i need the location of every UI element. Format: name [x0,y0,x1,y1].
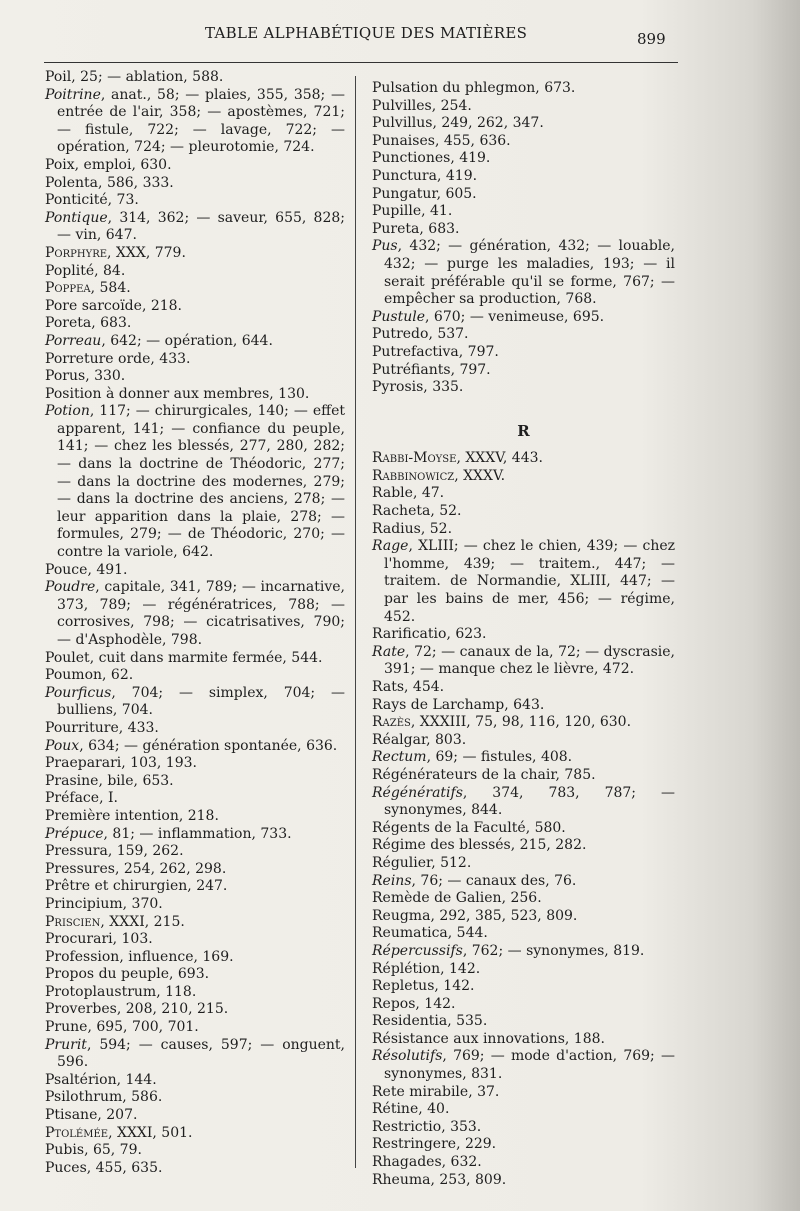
index-refs: , 188. [564,1030,605,1047]
index-refs: , 142. [440,960,481,977]
index-entry [372,626,675,644]
index-entry [372,221,675,239]
index-refs: , 537. [428,326,469,343]
index-term: Préface [45,790,100,807]
index-refs: , XXXV. [454,467,506,484]
index-entry [372,344,675,362]
index-term: Punaises [372,132,435,149]
index-term: Profession [45,948,120,965]
index-entry [45,931,345,949]
index-term: Ptisane [45,1107,98,1124]
index-term: Rete mirabile [372,1083,469,1100]
index-refs: , 605. [436,185,477,202]
index-entry [45,966,345,984]
index-refs: , 353. [441,1118,482,1135]
index-term: Reins [372,872,412,889]
index-term: Pourriture [45,719,119,736]
index-refs: , 84. [94,262,126,279]
index-entry [45,738,345,756]
index-entry [372,996,675,1014]
index-entry [45,87,345,157]
index-term: Pupille [372,203,422,220]
index-term: Poudre [45,579,96,596]
index-entry [45,1037,345,1072]
index-entry [372,503,675,521]
index-entry [372,521,675,539]
index-term: Poplité [45,262,95,279]
index-term: Ponticité [45,192,108,209]
index-entry [45,790,345,808]
index-entry [372,1084,675,1102]
index-refs: , capitale, 341, 789; — incarnative, 373, 789; — régénératrices, 788; — corrosives, 798; — cicatrisatives, 790; — d'Asphodèle, 798. [57,579,345,648]
index-entry [372,961,675,979]
index-refs: , 81; — inflammation, 733. [103,825,292,842]
index-entry [45,263,345,281]
index-entry [372,450,675,468]
index-term: Restringere [372,1136,457,1153]
index-term: Praeparari [45,755,122,772]
index-entry [372,820,675,838]
index-term: Réalgar [372,731,427,748]
index-term: Punctura [372,167,437,184]
index-term: Reugma [372,907,431,924]
index-term: Régénérateurs de la chair [372,766,556,783]
index-term: Rate [372,643,406,660]
index-entry [45,351,345,369]
index-refs: , 76; — canaux des, 76. [411,872,577,889]
index-column-left [45,69,345,1177]
index-entry [372,309,675,327]
index-term: Rats [372,679,405,695]
index-entry [45,1160,345,1178]
index-refs: , 103. [112,931,153,948]
index-refs: , 254, 262, 298. [114,860,227,877]
index-term: Pulvillus [372,115,433,132]
index-entry [372,1048,675,1083]
index-refs: , 130. [269,385,310,402]
index-term: Putredo [372,326,429,343]
index-term: Psilothrum [45,1089,123,1106]
index-entry [45,562,345,580]
index-refs: , bile, 653. [98,772,174,789]
index-refs: , 249, 262, 347. [432,115,544,132]
index-refs: , 580. [525,819,566,836]
index-refs: , 419. [450,150,491,167]
index-entry [45,808,345,826]
index-term: Porreture orde [45,350,151,367]
index-refs: , 218. [141,297,183,314]
index-refs: , XLIII; — chez le chien, 439; — chez l'homme, 439; — traitem., 447; — traitem. de Normandie, XLIII, 447; — par les bains de mer, 456; — régime, 452. [384,538,675,625]
index-entry [372,767,675,785]
index-term: Pulvilles [372,97,432,114]
index-refs: , 455, 636. [434,132,511,149]
index-entry [45,896,345,914]
index-term: Rable [372,485,413,502]
index-entry [45,914,345,932]
index-refs: , XXXI, 501. [108,1124,193,1141]
index-entry [372,785,675,820]
index-refs: , 215, 282. [510,837,587,854]
index-refs: , 218. [178,807,219,824]
index-term: Priscien [45,913,101,930]
index-refs: , XXX, 779. [107,244,186,261]
index-entry [372,362,675,380]
index-refs: , 594; — causes, 597; — onguent, 596. [57,1036,345,1071]
index-term: Poix [45,156,75,173]
index-entry [372,873,675,891]
index-refs: , 623. [446,626,487,643]
index-term: Residentia [372,1013,448,1030]
index-term: Putrefactiva [372,343,459,360]
index-entry [45,192,345,210]
index-term: Pressures [45,860,115,877]
index-term: Régents de la Faculté [372,819,526,836]
index-term: Poreta [45,315,92,332]
index-term: Pustule [372,308,426,325]
index-refs: , emploi, 630. [74,156,172,173]
index-refs: , 704; — simplex, 704; — bulliens, 704. [57,684,345,719]
index-refs: , 247. [187,878,228,895]
index-entry [45,157,345,175]
index-entry [45,843,345,861]
index-refs: , 256. [501,890,542,907]
index-entry [372,749,675,767]
index-term: Pouce [45,561,88,578]
index-refs: , 118. [156,983,197,1000]
index-term: Rabbinowicz [372,467,455,484]
index-refs: , 586, 333. [98,174,174,191]
index-entry [45,773,345,791]
index-refs: , 335. [423,379,464,396]
index-refs: , 142. [415,995,456,1012]
index-entry [45,1142,345,1160]
index-refs: , 144. [116,1071,157,1088]
index-entry [45,579,345,649]
index-term: Pureta [372,220,420,237]
index-refs: , XXXIII, 75, 98, 116, 120, 630. [410,714,632,731]
index-entry [45,69,345,87]
index-refs: , 797. [450,361,491,378]
index-refs: , 433. [118,719,159,736]
index-refs: , cuit dans marmite fermée, 544. [89,649,323,666]
index-refs: , 25; — ablation, 588. [71,69,224,85]
index-entry [45,1107,345,1125]
index-term: Polenta [45,174,99,191]
index-refs: , 683. [91,315,132,332]
index-refs: , 208, 210, 215. [116,1001,229,1018]
index-entry [45,949,345,967]
running-header [0,20,800,54]
index-term: Porus [45,368,86,385]
index-entry [372,732,675,750]
index-term: Pyrosis [372,379,424,396]
index-group-p [372,80,675,397]
index-term: Putréfiants [372,361,451,378]
index-entry [45,861,345,879]
index-refs: , 769; — mode d'action, 769; — synonymes, 831. [384,1048,675,1083]
index-column-right [372,80,675,1189]
index-refs: , 207. [97,1107,138,1124]
index-term: Rétine [372,1101,419,1118]
index-entry [372,1172,675,1190]
index-term: Pontique [45,209,108,226]
index-entry [45,1089,345,1107]
index-entry [372,115,675,133]
index-refs: , 419. [436,167,478,184]
index-refs: , 693. [168,966,210,983]
section-letter: R [517,421,530,440]
index-term: Poppea [45,280,91,297]
index-term: Rectum [372,749,427,766]
index-refs: , 374, 783, 787; — synonymes, 844. [384,784,675,819]
index-term: Pore sarcoïde [45,297,142,314]
index-term: Pourficus [45,684,112,701]
index-entry [45,755,345,773]
index-term: Prépuce [45,825,104,842]
index-entry [372,925,675,943]
index-refs: , 454. [404,679,445,695]
index-refs: , 37. [468,1083,500,1100]
index-refs: , 432; — génération, 432; — louable, 432; — purge les maladies, 193; — il serait préférable qu'il se forme, 767; — empêcher sa production, 768. [384,238,675,308]
index-entry [372,697,675,715]
index-term: Position à donner aux membres [45,385,270,402]
index-refs: , 52. [420,520,453,537]
index-refs: , 803. [426,731,467,748]
index-entry [45,210,345,245]
index-refs: , 683. [419,220,460,237]
index-term: Poil [45,69,72,85]
index-term: Rabbi-Moyse [372,450,457,467]
index-entry [45,650,345,668]
index-entry [372,837,675,855]
index-term: Première intention [45,807,179,824]
index-refs: , 634; — génération spontanée, 636. [79,737,338,754]
index-term: Prurit [45,1036,87,1053]
index-term: Proverbes [45,1001,117,1018]
index-term: Protoplaustrum [45,983,157,1000]
index-entry [372,1119,675,1137]
index-term: Punctiones [372,150,451,167]
index-entry [372,890,675,908]
index-refs: , 642; — opération, 644. [101,332,273,349]
index-entry [45,386,345,404]
index-entry [372,468,675,486]
index-entry [372,1101,675,1119]
index-refs: , XXXI, 215. [100,913,185,930]
index-entry [372,1154,675,1172]
index-entry [45,1125,345,1143]
page-number: 899 [637,30,666,48]
index-refs: , 673. [535,80,576,96]
index-term: Propos du peuple [45,966,169,983]
index-term: Procurari [45,931,113,948]
index-entry [372,714,675,732]
index-entry [45,685,345,720]
index-entry [372,203,675,221]
index-refs: , 670; — venimeuse, 695. [425,308,605,325]
index-refs: , influence, 169. [119,948,234,965]
index-entry [45,245,345,263]
index-term: Restrictio [372,1118,442,1135]
index-term: Rays de Larchamp [372,696,505,713]
index-refs: , 62. [102,667,134,684]
index-term: Résistance aux innovations [372,1030,565,1047]
column-divider [355,76,356,1168]
index-refs: , 695, 700, 701. [87,1019,199,1036]
index-term: Repletus [372,978,435,995]
index-term: Rhagades [372,1154,442,1171]
index-term: Potion [45,403,90,420]
index-entry [372,1031,675,1049]
index-refs: , 785. [555,766,596,783]
index-term: Régime des blessés [372,837,511,854]
index-term: Poux [45,737,80,754]
index-term: Pressura [45,843,108,860]
index-refs: , 797. [458,343,499,360]
index-term: Puces [45,1159,87,1176]
index-entry [372,855,675,873]
index-entry [45,315,345,333]
index-entry [45,1001,345,1019]
index-refs: , XXXV, 443. [456,450,543,467]
index-entry [45,720,345,738]
index-refs: , 535. [447,1013,488,1030]
index-term: Régénératifs [372,784,463,801]
index-refs: , 643. [504,696,545,713]
index-term: Pubis [45,1142,85,1159]
index-term: Pus [372,238,398,255]
index-term: Prasine [45,772,99,789]
index-refs: , 254. [431,97,472,114]
index-term: Résolutifs [372,1048,443,1065]
index-entry [372,186,675,204]
index-entry [372,133,675,151]
index-entry [45,984,345,1002]
index-entry [45,368,345,386]
index-refs: , 370. [122,895,163,912]
index-refs: , 69; — fistules, 408. [426,749,573,766]
index-entry [372,679,675,697]
index-term: Prêtre et chirurgien [45,878,188,895]
index-term: Repos [372,995,416,1012]
index-entry [372,943,675,961]
index-refs: , 253, 809. [430,1171,507,1188]
index-entry [372,485,675,503]
index-entry [45,667,345,685]
index-refs: , 584. [90,280,131,297]
index-term: Régulier [372,854,432,871]
index-entry [372,379,675,397]
index-refs: , 52. [430,503,462,520]
index-refs: , 41. [421,203,453,220]
index-term: Reumatica [372,925,448,942]
index-refs: , 117; — chirurgicales, 140; — effet apparent, 141; — confiance du peuple, 141; — chez les blessés, 277, 280, 282; — dans la doctrine de Théodoric, 277; — dans la doctrine des modernes, 279; — dans la doctrine des anciens, 278; — leur apparition dans la plaie, 278; — formules, 279; — de Théodoric, 270; — contre la variole, 642. [57,403,345,561]
index-refs: , 330. [85,368,126,385]
index-refs: , 65, 79. [84,1142,142,1159]
index-refs: , 229. [456,1136,497,1153]
index-entry [372,538,675,626]
index-refs: , 544. [447,925,488,942]
index-term: Réplétion [372,960,441,977]
index-refs: , 47. [412,485,445,502]
index-refs: , 762; — synonymes, 819. [462,942,645,959]
page-title: TABLE ALPHABÉTIQUE DES MATIÈRES [205,24,528,42]
index-term: Pungatur [372,185,437,202]
index-entry [45,280,345,298]
index-entry [372,150,675,168]
index-entry [372,1136,675,1154]
index-entry [372,978,675,996]
index-entry [372,238,675,308]
index-term: Rheuma [372,1171,431,1188]
index-entry [45,1019,345,1037]
index-term: Ptolémée [45,1124,109,1141]
index-entry [372,168,675,186]
index-entry [45,878,345,896]
index-refs: , anat., 58; — plaies, 355, 358; — entrée de l'air, 358; — apostèmes, 721; — fistule, 722; — lavage, 722; — opération, 724; — pleurotomie, 724. [57,86,345,156]
index-term: Principium [45,895,123,912]
index-entry [45,333,345,351]
index-refs: , 159, 262. [107,843,184,860]
index-refs: , 292, 385, 523, 809. [430,907,578,924]
index-term: Radius [372,520,421,537]
index-refs: , 512. [431,854,472,871]
index-entry [372,908,675,926]
index-entry [372,644,675,679]
index-entry [45,298,345,316]
index-term: Porphyre [45,244,108,261]
index-entry [372,326,675,344]
index-entry [372,98,675,116]
index-term: Poumon [45,667,103,684]
index-entry [372,1013,675,1031]
index-term: Rarificatio [372,626,447,643]
index-entry [45,403,345,561]
index-group-r [372,450,675,1189]
index-entry [45,826,345,844]
index-refs: , 314, 362; — saveur, 655, 828; — vin, 647. [57,209,345,244]
index-term: Razès [372,714,411,731]
index-entry [45,175,345,193]
index-refs: , 433. [150,350,191,367]
index-term: Pulsation du phlegmon [372,80,536,96]
index-term: Répercussifs [372,942,463,959]
index-term: Rage [372,538,409,555]
index-term: Prune [45,1019,88,1036]
index-refs: , 40. [418,1101,450,1118]
index-refs: , I. [99,790,118,807]
index-term: Poitrine [45,86,101,103]
index-refs: , 73. [107,192,139,209]
index-term: Psaltérion [45,1071,117,1088]
index-refs: , 491. [87,561,128,578]
index-refs: , 72; — canaux de la, 72; — dyscrasie, 391; — manque chez le lièvre, 472. [384,643,675,678]
index-refs: , 586. [122,1089,163,1106]
index-term: Poulet [45,649,90,666]
index-term: Remède de Galien [372,890,502,907]
index-term: Racheta [372,503,431,520]
header-rule [44,62,678,63]
index-refs: , 455, 635. [86,1159,163,1176]
index-refs: , 632. [441,1154,482,1171]
index-entry [372,80,675,98]
index-refs: , 142. [434,978,475,995]
index-refs: , 103, 193. [121,755,197,772]
index-entry [45,1072,345,1090]
index-term: Porreau [45,332,102,349]
